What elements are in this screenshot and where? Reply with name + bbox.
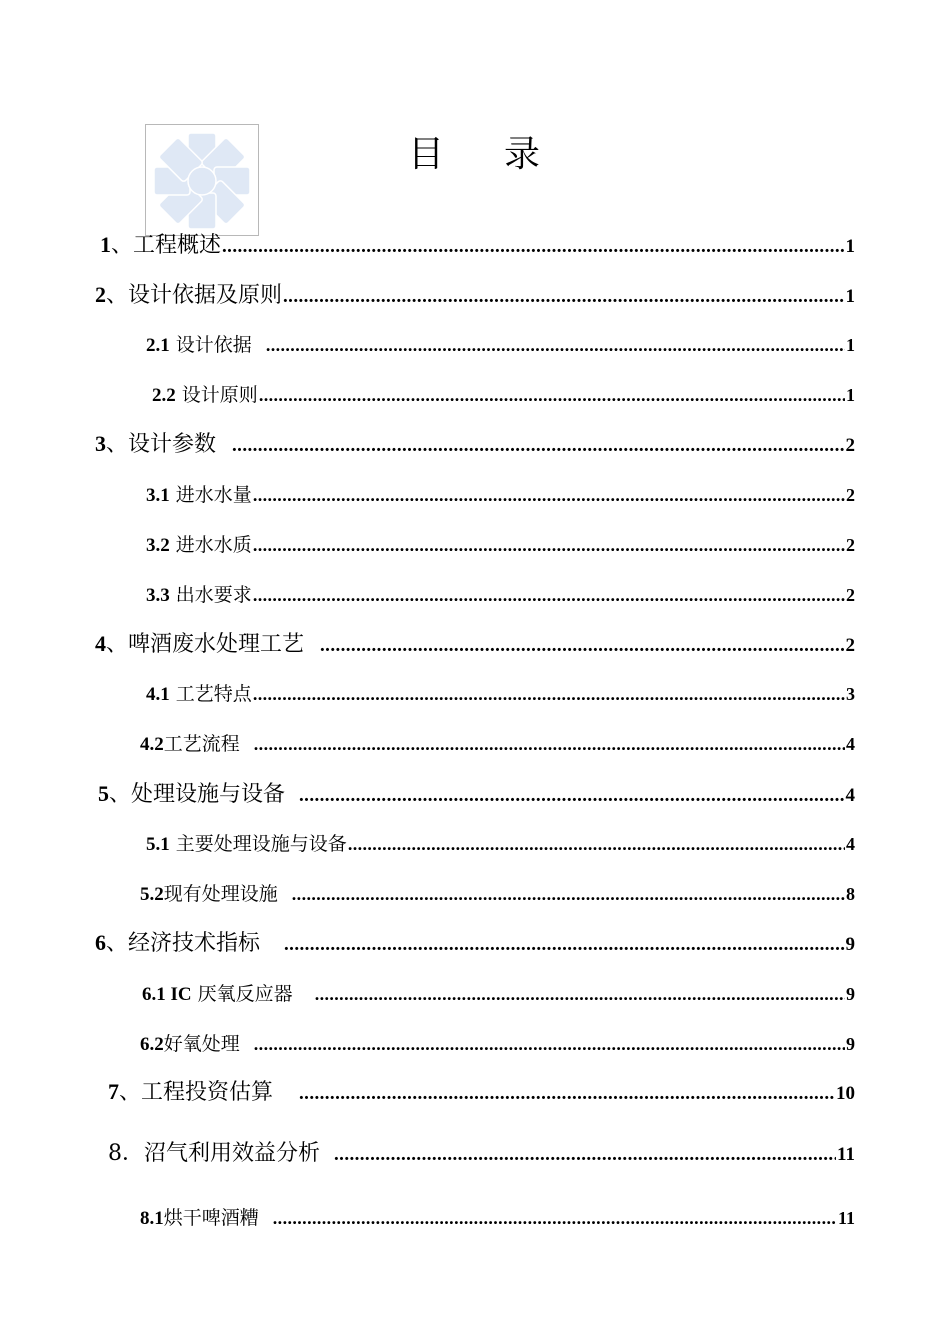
toc-number: 2 bbox=[95, 282, 106, 307]
toc-entry[interactable] bbox=[108, 1075, 855, 1106]
toc-entry[interactable] bbox=[140, 1029, 855, 1056]
toc-page-number: 9 bbox=[845, 934, 855, 955]
toc-separator: 、 bbox=[109, 782, 132, 807]
toc-leader bbox=[222, 236, 844, 258]
toc-text: 工程概述 bbox=[133, 233, 222, 258]
toc-page-number: 1 bbox=[845, 236, 855, 257]
toc-number: 1 bbox=[100, 232, 111, 257]
toc-text: 经济技术指标 bbox=[128, 931, 261, 956]
toc-number: 8 bbox=[108, 1141, 122, 1166]
toc-page-number: 4 bbox=[846, 734, 855, 754]
toc-entry[interactable] bbox=[146, 580, 855, 607]
toc-entry[interactable] bbox=[95, 427, 855, 458]
toc-number: 6 bbox=[95, 930, 106, 955]
toc-separator: 、 bbox=[119, 1080, 142, 1105]
toc-text: 出水要求 bbox=[175, 584, 252, 606]
toc-entry[interactable] bbox=[142, 979, 855, 1006]
toc-leader bbox=[284, 934, 844, 956]
toc-page-number: 9 bbox=[846, 984, 855, 1004]
toc-text: 设计参数 bbox=[128, 432, 217, 457]
toc-text: 进水水量 bbox=[175, 484, 252, 506]
toc-page-number: 4 bbox=[846, 834, 855, 854]
toc-leader bbox=[315, 984, 845, 1005]
toc-separator: 、 bbox=[106, 632, 129, 657]
title-char-1: 目 bbox=[407, 134, 446, 175]
toc-page-number: 1 bbox=[846, 335, 855, 355]
toc-page-number: 4 bbox=[845, 785, 855, 806]
toc-text: 好氧处理 bbox=[163, 1033, 240, 1055]
toc-text: 处理设施与设备 bbox=[131, 782, 286, 807]
toc-number: 5.1 bbox=[146, 834, 170, 855]
toc-text: 设计依据及原则 bbox=[128, 283, 283, 308]
toc-number: 3 bbox=[95, 431, 106, 456]
title-char-2: 录 bbox=[504, 134, 543, 175]
toc-text: 厌氧反应器 bbox=[197, 983, 293, 1005]
toc-text: 工艺流程 bbox=[163, 733, 240, 755]
toc-leader bbox=[299, 785, 844, 807]
toc-leader bbox=[253, 485, 845, 506]
toc-number: 7 bbox=[108, 1079, 119, 1104]
toc-number: 2.2 bbox=[152, 385, 176, 406]
toc-page-number: 9 bbox=[846, 1034, 855, 1054]
toc-page-number: 2 bbox=[846, 535, 855, 555]
toc-leader bbox=[299, 1083, 835, 1105]
toc-text: 工艺特点 bbox=[175, 683, 252, 705]
toc-number: 4.1 bbox=[146, 684, 170, 705]
toc-entry[interactable] bbox=[146, 330, 855, 357]
toc-page-number: 3 bbox=[846, 684, 855, 704]
toc-entry[interactable] bbox=[98, 777, 855, 808]
toc-entry[interactable] bbox=[95, 926, 855, 957]
toc-leader bbox=[334, 1144, 836, 1166]
toc-leader bbox=[320, 635, 844, 657]
toc-separator: 、 bbox=[106, 432, 129, 457]
toc-page-number: 10 bbox=[836, 1083, 855, 1104]
toc-number: 5 bbox=[98, 781, 109, 806]
toc-leader bbox=[254, 734, 845, 755]
toc-page-number: 1 bbox=[846, 385, 855, 405]
toc-entry[interactable] bbox=[152, 380, 855, 407]
toc-entry[interactable] bbox=[146, 530, 855, 557]
toc-number: 3.2 bbox=[146, 535, 170, 556]
toc-text: 工程投资估算 bbox=[141, 1080, 274, 1105]
toc-number: 8.1 bbox=[140, 1208, 164, 1229]
toc-leader bbox=[254, 1034, 845, 1055]
toc-entry[interactable] bbox=[140, 1203, 855, 1230]
toc-page-number: 2 bbox=[845, 435, 855, 456]
toc-number: 3.3 bbox=[146, 585, 170, 606]
toc-number: 6.1 IC bbox=[142, 984, 192, 1005]
toc-text: 现有处理设施 bbox=[163, 883, 278, 905]
toc-entry[interactable] bbox=[140, 879, 855, 906]
toc-leader bbox=[273, 1208, 837, 1229]
toc-leader bbox=[232, 435, 844, 457]
toc-number: 2.1 bbox=[146, 335, 170, 356]
toc-separator: 、 bbox=[106, 931, 129, 956]
toc-leader bbox=[253, 535, 845, 556]
toc-number: 6.2 bbox=[140, 1034, 164, 1055]
toc-entry[interactable] bbox=[146, 480, 855, 507]
toc-page-number: 2 bbox=[846, 485, 855, 505]
toc-page-number: 2 bbox=[846, 585, 855, 605]
toc-leader bbox=[292, 884, 845, 905]
toc-text: 沼气利用效益分析 bbox=[144, 1141, 321, 1166]
toc-entry[interactable] bbox=[146, 679, 855, 706]
toc-leader bbox=[283, 286, 844, 308]
toc-page-number: 8 bbox=[846, 884, 855, 904]
toc-entry[interactable] bbox=[108, 1136, 855, 1167]
page-title bbox=[0, 126, 950, 177]
toc-leader bbox=[253, 585, 845, 606]
toc-leader bbox=[259, 385, 845, 406]
toc-separator: ． bbox=[122, 1141, 145, 1166]
toc-page-number: 11 bbox=[837, 1144, 855, 1165]
toc-entry[interactable] bbox=[146, 829, 855, 856]
toc-number: 5.2 bbox=[140, 884, 164, 905]
toc-leader bbox=[266, 335, 845, 356]
toc-text: 烘干啤酒糟 bbox=[163, 1207, 259, 1229]
toc-number: 3.1 bbox=[146, 485, 170, 506]
toc-entry[interactable] bbox=[140, 729, 855, 756]
toc-text: 进水水质 bbox=[175, 534, 252, 556]
toc-text: 主要处理设施与设备 bbox=[175, 833, 347, 855]
toc-page-number: 1 bbox=[845, 286, 855, 307]
toc-page-number: 2 bbox=[845, 635, 855, 656]
toc-text: 设计原则 bbox=[181, 384, 258, 406]
toc-text: 啤酒废水处理工艺 bbox=[128, 632, 305, 657]
toc-leader bbox=[253, 684, 845, 705]
toc-leader bbox=[348, 834, 845, 855]
toc-number: 4.2 bbox=[140, 734, 164, 755]
toc-page-number: 11 bbox=[837, 1208, 855, 1228]
toc-entry[interactable] bbox=[95, 278, 855, 309]
toc-entry[interactable] bbox=[95, 627, 855, 658]
toc-separator: 、 bbox=[106, 283, 129, 308]
toc-text: 设计依据 bbox=[175, 334, 252, 356]
toc-number: 4 bbox=[95, 631, 106, 656]
toc-separator: 、 bbox=[111, 233, 134, 258]
toc-entry[interactable] bbox=[100, 228, 855, 259]
